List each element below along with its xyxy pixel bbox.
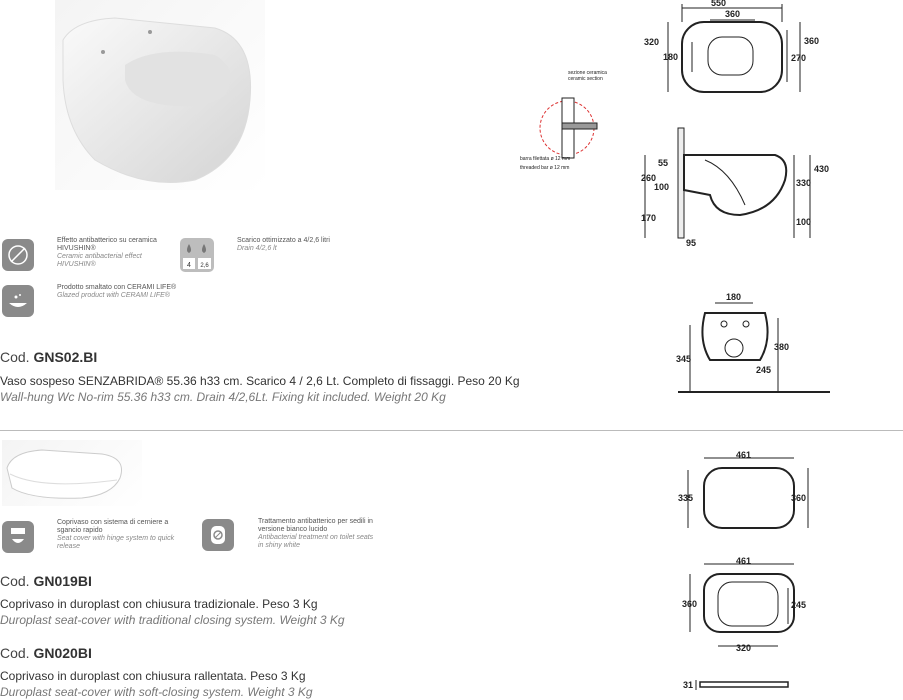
feature-antibacterial-seat: Trattamento antibatterico per sedili in versione bianco lucido Antibacterial treatment on toilet seats in shiny white: [258, 518, 374, 549]
svg-text:320: 320: [644, 37, 660, 47]
svg-text:31: 31: [683, 680, 694, 690]
feature-drain: Scarico ottimizzato a 4/2,6 litri Drain 4/2,6 lt: [237, 237, 330, 252]
antibacterial-seat-icon: [202, 519, 234, 551]
svg-text:461: 461: [736, 556, 752, 566]
svg-text:100: 100: [796, 217, 812, 227]
wc-technical-drawing: [510, 0, 840, 400]
svg-text:461: 461: [736, 450, 752, 460]
product-code: Cod. GN019BI: [0, 573, 92, 589]
svg-text:4: 4: [187, 262, 191, 269]
product-photo-wc: [55, 0, 265, 190]
fixing-detail: [520, 70, 607, 171]
svg-text:345: 345: [676, 354, 692, 364]
svg-text:360: 360: [791, 493, 807, 503]
svg-text:245: 245: [756, 365, 772, 375]
svg-text:360: 360: [804, 36, 820, 46]
svg-text:ceramic section: ceramic section: [568, 76, 603, 82]
svg-text:180: 180: [663, 52, 679, 62]
product-description: Coprivaso in duroplast con chiusura tradizionale. Peso 3 Kg: [0, 597, 318, 611]
feature-antibacterial: Effetto antibatterico su ceramica HIVUSHIN® Ceramic antibacterial effect HIVUSHIN®: [57, 237, 157, 268]
feature-quick-release: Coprivaso con sistema di cerniere a sgancio rapido Seat cover with hinge system to quick release: [57, 519, 175, 550]
drain-drops-icon: [180, 238, 214, 272]
antibacterial-icon: [2, 239, 34, 271]
svg-text:330: 330: [796, 178, 812, 188]
product-description: Vaso sospeso SENZABRIDA® 55.36 h33 cm. Scarico 4 / 2,6 Lt. Completo di fissaggi. Peso 20 Kg: [0, 374, 520, 388]
seat-bottom-view: [682, 556, 806, 653]
glazed-icon: [2, 285, 34, 317]
wc-side-view: [641, 128, 829, 248]
svg-text:95: 95: [686, 238, 697, 248]
quick-release-icon: [2, 521, 34, 553]
svg-text:320: 320: [736, 643, 752, 653]
seat-technical-drawing: [670, 440, 820, 700]
svg-text:245: 245: [791, 600, 807, 610]
svg-text:360: 360: [682, 599, 698, 609]
wc-image: [55, 0, 265, 190]
svg-text:sezione ceramica: sezione ceramica: [568, 70, 607, 76]
svg-text:170: 170: [641, 213, 657, 223]
product-photo-seat: [2, 440, 142, 506]
wc-rear-view: [676, 292, 830, 392]
svg-text:335: 335: [678, 493, 694, 503]
svg-text:380: 380: [774, 342, 790, 352]
product-code: Cod. GN020BI: [0, 645, 92, 661]
svg-text:55: 55: [658, 158, 669, 168]
product-description-en: Wall-hung Wc No-rim 55.36 h33 cm. Drain 4/2,6Lt. Fixing kit included. Weight 20 Kg: [0, 390, 446, 404]
svg-text:430: 430: [814, 164, 830, 174]
svg-text:2,6: 2,6: [200, 263, 209, 269]
svg-text:550: 550: [711, 0, 727, 8]
svg-text:260: 260: [641, 173, 657, 183]
feature-glazed: Prodotto smaltato con CERAMI LIFE® Glazed product with CERAMI LIFE®: [57, 284, 177, 299]
seat-thickness-view: [683, 680, 788, 690]
product-description-en: Duroplast seat-cover with traditional closing system. Weight 3 Kg: [0, 613, 345, 627]
section-divider: [0, 430, 903, 431]
svg-text:barra filettata ø 12 mm: barra filettata ø 12 mm: [520, 156, 571, 162]
product-code: Cod. GNS02.BI: [0, 349, 98, 365]
seat-top-view: [678, 450, 808, 528]
svg-text:100: 100: [654, 182, 670, 192]
svg-text:threaded bar ø 12 mm: threaded bar ø 12 mm: [520, 165, 570, 171]
svg-text:360: 360: [725, 9, 741, 19]
product-description-en: Duroplast seat-cover with soft-closing system. Weight 3 Kg: [0, 685, 313, 699]
wc-top-view: [644, 0, 819, 92]
svg-text:180: 180: [726, 292, 742, 302]
product-description: Coprivaso in duroplast con chiusura rallentata. Peso 3 Kg: [0, 669, 306, 683]
svg-text:270: 270: [791, 53, 807, 63]
